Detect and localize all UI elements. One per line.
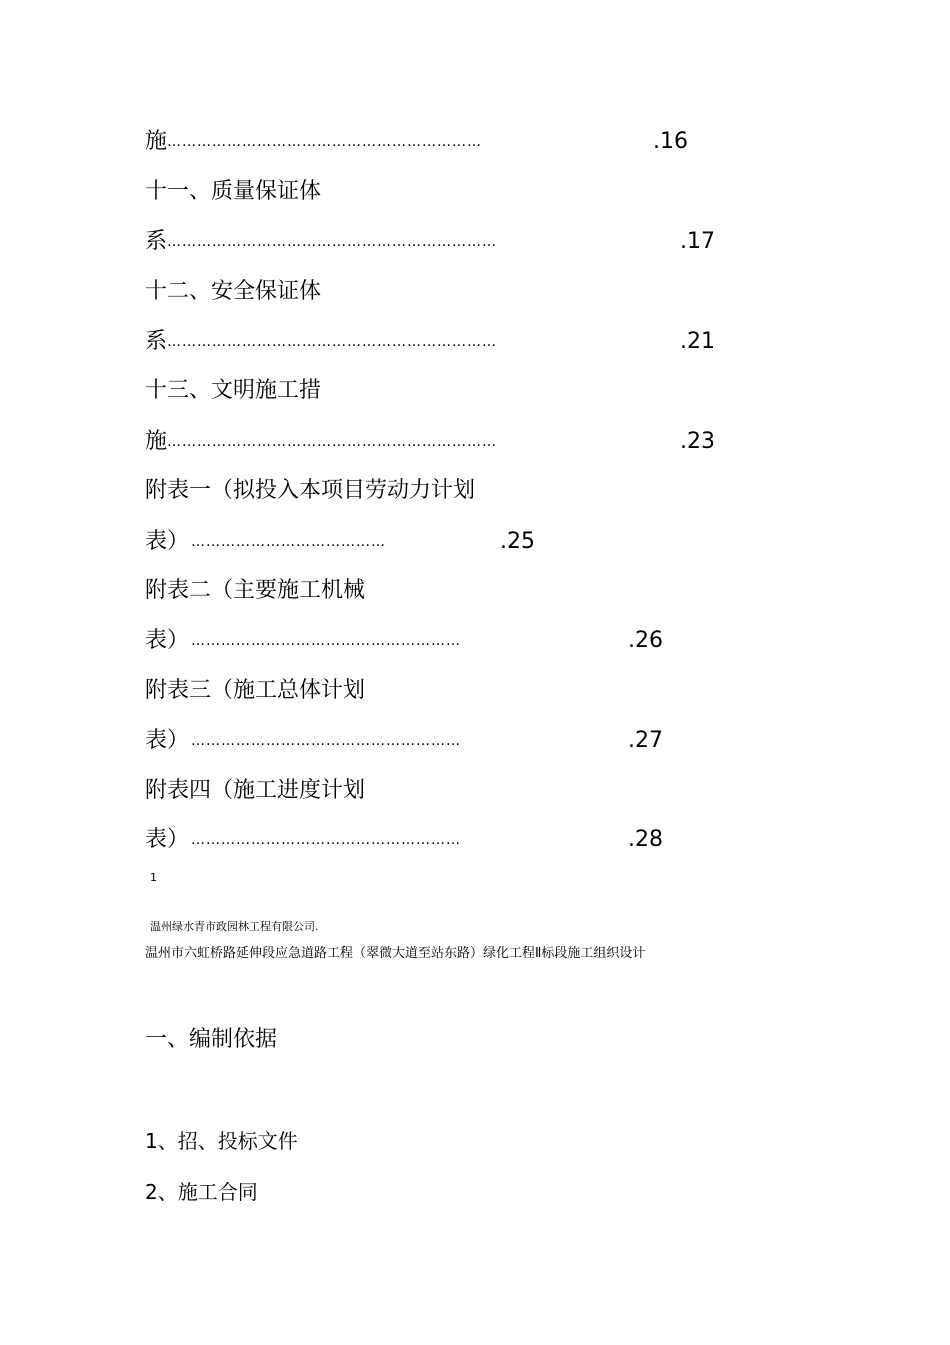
toc-leader-dots: ………………………………………………	[191, 832, 461, 848]
toc-leader-dots: …………………………………………………………	[167, 434, 497, 450]
toc-entry-label: 系	[145, 229, 168, 254]
toc-page-number: .25	[500, 529, 535, 554]
toc-page-number: .21	[680, 329, 715, 354]
toc-leader-dots: ………………………………………………	[191, 633, 461, 649]
toc-entry-label: 表）	[145, 827, 190, 852]
toc-heading: 十一、质量保证体	[145, 179, 322, 204]
toc-leader-dots: ………………………………………………	[191, 733, 461, 749]
list-item: 1、招、投标文件	[145, 1129, 298, 1153]
toc-page-number: .26	[628, 628, 663, 653]
toc-entry-label: 表）	[145, 728, 190, 753]
toc-leader-dots: …………………………………	[191, 534, 386, 550]
toc-heading: 十三、文明施工措	[145, 378, 322, 403]
toc-entry-label: 施	[145, 429, 168, 454]
toc-page-number: .28	[628, 827, 663, 852]
list-item: 2、施工合同	[145, 1180, 258, 1204]
toc-page-number: .17	[680, 229, 715, 254]
toc-heading: 附表二（主要施工机械	[145, 578, 366, 603]
toc-heading: 附表四（施工进度计划	[145, 778, 366, 803]
toc-page-number: .23	[680, 429, 715, 454]
toc-page-number: .16	[653, 129, 688, 154]
toc-page-number: .27	[628, 728, 663, 753]
toc-entry-label: 系	[145, 329, 168, 354]
toc-entry-label: 表）	[145, 628, 190, 653]
company-name: 温州绿水青市政园林工程有限公司.	[150, 920, 319, 933]
section-title: 一、编制依据	[145, 1027, 278, 1052]
document-header-title: 温州市六虹桥路延伸段应急道路工程（翠微大道至站东路）绿化工程Ⅱ标段施工组织设计	[145, 946, 646, 961]
toc-entry-label: 表）	[145, 529, 190, 554]
toc-entry-label: 施	[145, 129, 168, 154]
toc-leader-dots: …………………………………………………………	[167, 334, 497, 350]
page-number: 1	[150, 871, 157, 884]
toc-heading: 附表一（拟投入本项目劳动力计划	[145, 478, 476, 503]
toc-leader-dots: ………………………………………………………	[167, 134, 482, 150]
toc-heading: 附表三（施工总体计划	[145, 678, 366, 703]
toc-leader-dots: …………………………………………………………	[167, 234, 497, 250]
toc-heading: 十二、安全保证体	[145, 279, 322, 304]
